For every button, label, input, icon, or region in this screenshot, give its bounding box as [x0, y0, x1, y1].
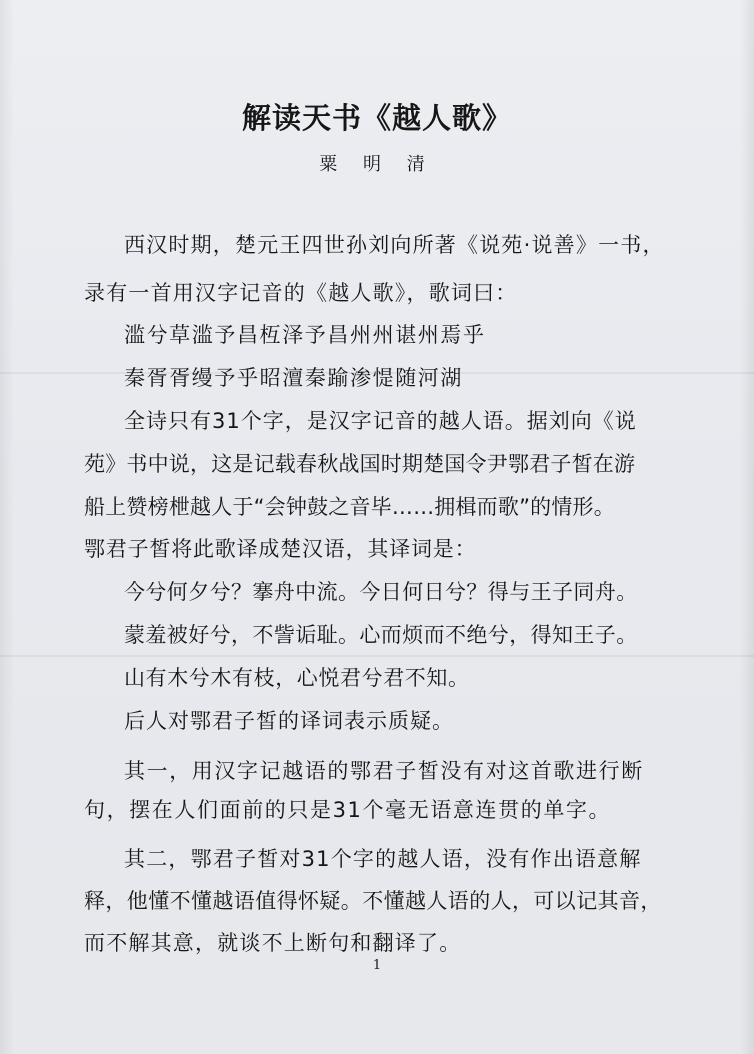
article-title: 解读天书《越人歌》 — [241, 101, 512, 135]
translation-line: 山有木兮木有枝，心悦君兮君不知。 — [124, 666, 470, 690]
body-line: 鄂君子皙将此歌译成楚汉语，其译词是： — [84, 537, 477, 561]
body-line: 释，他懂不懂越语值得怀疑。不懂越人语的人，可以记其音， — [84, 889, 662, 913]
body-line: 苑》书中说，这是记载春秋战国时期楚国令尹鄂君子皙在游 — [84, 452, 636, 476]
page-number: 1 — [372, 958, 382, 973]
body-line: 后人对鄂君子皙的译词表示质疑。 — [124, 709, 454, 733]
poem-line: 滥兮草滥予昌枑泽予昌州州谌州焉乎 — [124, 323, 486, 347]
translation-line: 今兮何夕兮？搴舟中流。今日何日兮？得与王子同舟。 — [124, 580, 638, 604]
body-line: 句，摆在人们面前的只是31个毫无语意连贯的单字。 — [84, 798, 612, 822]
poem-line: 秦胥胥缦予乎昭澶秦踰渗惿随河湖 — [124, 366, 463, 390]
paper-fold-line — [0, 655, 754, 657]
body-line: 船上赞榜枻越人于“会钟鼓之音毕……拥楫而歌”的情形。 — [84, 495, 615, 519]
body-line: 而不解其意，就谈不上断句和翻译了。 — [84, 931, 462, 955]
body-line: 西汉时期，楚元王四世孙刘向所著《说苑·说善》一书， — [124, 233, 665, 257]
body-line: 录有一首用汉字记音的《越人歌》，歌词曰： — [84, 281, 518, 305]
translation-line: 蒙羞被好兮，不訾诟耻。心而烦而不绝兮，得知王子。 — [124, 623, 638, 647]
author-name: 粟 明 清 — [319, 154, 435, 175]
body-line: 其二，鄂君子皙对31个字的越人语，没有作出语意解 — [124, 847, 642, 871]
body-line: 全诗只有31个字，是汉字记音的越人语。据刘向《说 — [124, 409, 637, 433]
body-line: 其一，用汉字记越语的鄂君子皙没有对这首歌进行断 — [124, 759, 644, 783]
